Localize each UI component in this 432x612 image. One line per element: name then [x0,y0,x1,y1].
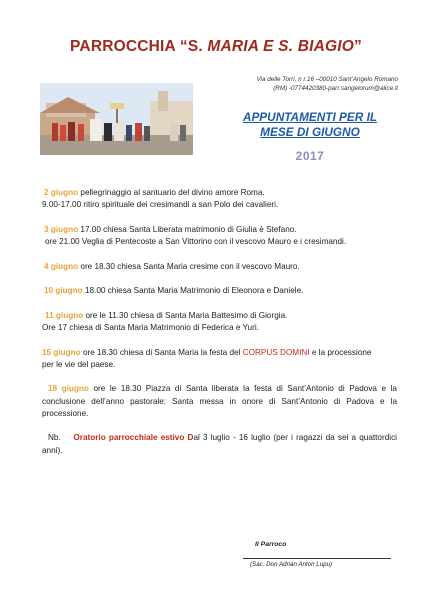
entry-4-giugno: 4 giugno ore 18.30 chiesa Santa Maria cresime con il vescovo Mauro. [44,261,300,271]
parish-title: PARROCCHIA “S. MARIA E S. BIAGIO” [70,38,362,55]
parish-address: Via delle Torri, n r.16 –00010 Sant’Angelo Romano (RM) -0774420380-parr.sangelorum@alice.it [256,76,398,92]
entry-date: 4 giugno [44,261,79,271]
corpus-domini-highlight: CORPUS DOMINI [242,347,310,357]
entry-15-giugno: 15 giugno ore 18.30 chiesa di Santa Maria la festa del CORPUS DOMINI e la processione [42,347,372,357]
signature-line [243,558,391,559]
entry-10-giugno: 10 giugno 18.00 chiesa Santa Maria Matrimonio di Eleonora e Daniele. [44,286,304,296]
oratory-highlight: Oratorio parrocchiale estivo D [73,433,194,443]
schedule-body: 2 giugno pellegrinaggio al santuario del divino amore Roma. 9.00-17.00 ritiro spirituale dei cresimandi a san Polo dei cavalieri. 3 giugno 17.00 chiesa Santa Liberata matrimonio di Giulia è Stefano. ore 21.00 Veglia di Pentecoste a San Vittorino con il vescovo Mauro e i cresimandi. 4 giugno ore 18.30 chiesa Santa Maria cresime con il vescovo Mauro. 10 giugno 18.00 chiesa Santa Maria Matrimonio di Eleonora e Daniele. 11 giugno ore le 11.30 chiesa di Santa Maria Battesimo di Giorgia. Ore 17 chiesa di Santa Maria Matrimonio di Federica e Yuri. 15 giugno ore 18.30 chiesa di Santa Maria la festa del CORPUS DOMINI e la processione per le vie del paese. 18 giugno ore le 18.30 Piazza di Santa liberata la festa di Sant’Antonio di Padova e la conclusione dell’anno pastorale: Santa messa in onore di Sant’Antonio di Padova e la processione. Nb. Oratorio parrocchiale estivo Dal 3 luglio - 16 luglio (per i ragazzi da sei a quattordici anni). [42,187,397,457]
entry-date: 2 giugno [44,188,79,197]
summer-oratory-note: Nb. Oratorio parrocchiale estivo Dal 3 luglio - 16 luglio (per i ragazzi da sei a quattordici anni). [42,433,397,455]
entry-date: 18 giugno [48,384,89,394]
appointments-heading: APPUNTAMENTI PER IL MESE DI GIUGNO [242,110,378,139]
year-heading: 2017 [295,149,325,163]
entry-date: 15 giugno [42,347,81,357]
church-procession-photo [40,83,193,155]
entry-3-giugno: 3 giugno 17.00 chiesa Santa Liberata matrimonio di Giulia è Stefano. [44,224,297,234]
entry-date: 3 giugno [44,224,79,234]
entry-2-giugno: 2 giugno pellegrinaggio al santuario del divino amore Roma. [44,188,265,197]
entry-11-giugno: 11 giugno ore le 11.30 chiesa di Santa Maria Battesimo di Giorgia. [45,310,288,320]
entry-date: 11 giugno [45,310,84,320]
entry-date: 10 giugno [44,286,83,296]
entry-18-giugno: 18 giugno ore le 18.30 Piazza di Santa liberata la festa di Sant’Antonio di Padova e la conclusione dell’anno pastorale: Santa messa in onore di Sant’Antonio di Padova e la processione. [42,384,397,418]
signature-role: Il Parroco [255,541,287,548]
signature-name: (Sac. Don Adrian Anton Lupu) [250,561,333,568]
